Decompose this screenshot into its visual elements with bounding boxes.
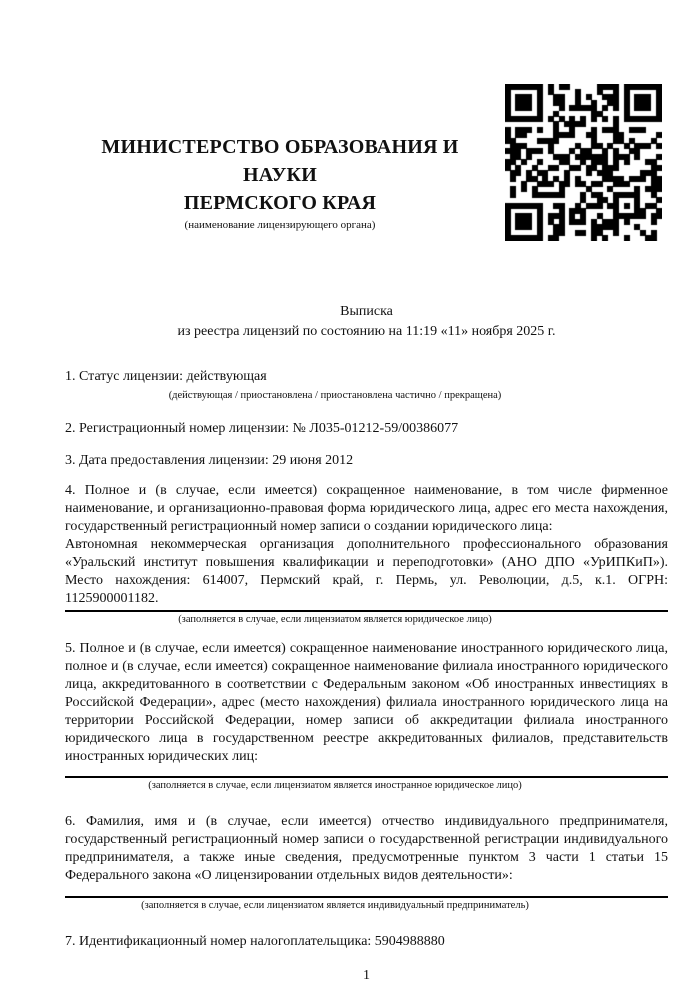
license-status-note: (действующая / приостановлена / приостановлена частично / прекращена) [168, 390, 502, 401]
document-body [65, 302, 668, 985]
foreign-entity-note: (заполняется в случае, если лицензиатом является иностранное юридическое лицо) [148, 780, 522, 791]
grant-date-item: 3. Дата предоставления лицензии: 29 июня 2012 [65, 453, 354, 468]
ministry-caption: (наименование лицензирующего органа) [184, 219, 376, 231]
foreign-entity-underline [65, 776, 668, 778]
entrepreneur-underline [65, 896, 668, 898]
license-status-item: 1. Статус лицензии: действующая [65, 369, 267, 384]
page-number: 1 [363, 968, 370, 983]
entrepreneur-label: 6. Фамилия, имя и (в случае, если имеется) отчество индивидуального предпринимателя, государственный регистрационный номер записи о государственной регистрации индивидуального предпринимателя, а также иные сведения, предусмотренные пунктом 3 части 1 статьи 15 Федерального закона «О лицензировании отдельных видов деятельности»: [65, 814, 668, 883]
document-title-line2: из реестра лицензий по состоянию на 11:19 «11» ноября 2025 г. [177, 324, 556, 339]
registration-number-item: 2. Регистрационный номер лицензии: № Л035-01212-59/00386077 [65, 421, 459, 436]
inn-item: 7. Идентификационный номер налогоплательщика: 5904988880 [65, 934, 445, 949]
qr-code [505, 84, 662, 241]
document-title [65, 302, 668, 342]
legal-entity-item [65, 482, 668, 626]
foreign-entity-label: 5. Полное и (в случае, если имеется) сокращенное наименование иностранного юридического лица, полное и (в случае, если имеется) сокращенное наименование филиала иностранного юридического лица, аккредитованного в соответствии с Федеральным законом «Об иностранных инвестициях в Российской Федерации», адрес (место нахождения) филиала иностранного юридического лица на территории Российской Федерации, номер записи об аккредитации филиала иностранного юридического лица в государственном реестре аккредитованных филиалов, представительств иностранных юридических лиц: [65, 641, 668, 764]
foreign-entity-item [65, 640, 668, 792]
legal-entity-note: (заполняется в случае, если лицензиатом является юридическое лицо) [178, 614, 492, 625]
legal-entity-value: Автономная некоммерческая организация дополнительного профессионального образования «Уральский институт повышения квалификации и переподготовки» (АНО ДПО «УрИПКиП»). Место нахождения: 614007, Пермский край, г. Пермь, ул. Революции, д.5, к.1. ОГРН: 1125900001182. [65, 537, 668, 606]
legal-entity-label: 4. Полное и (в случае, если имеется) сокращенное наименование, в том числе фирменное наименование, и организационно-правовая форма юридического лица, адрес его места нахождения, государственный регистрационный номер записи о создании юридического лица: [65, 483, 668, 534]
entrepreneur-note: (заполняется в случае, если лицензиатом является индивидуальный предприниматель) [141, 900, 529, 911]
document-title-line1: Выписка [340, 304, 393, 319]
ministry-name-line2: ПЕРМСКОГО КРАЯ [183, 192, 377, 214]
licensing-authority-header [65, 133, 495, 231]
entrepreneur-item [65, 813, 668, 912]
ministry-name-line1: МИНИСТЕРСТВО ОБРАЗОВАНИЯ И НАУКИ [101, 136, 459, 186]
legal-entity-underline [65, 610, 668, 612]
